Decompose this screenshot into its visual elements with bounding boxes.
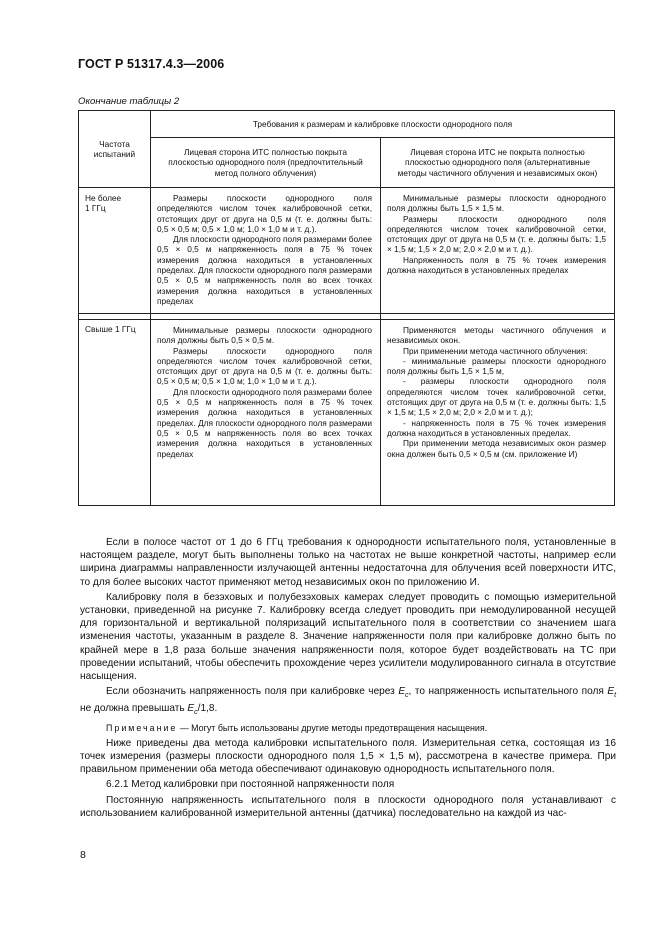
- uniform-field-requirements-table: [78, 110, 615, 506]
- note-text: — Могут быть использованы другие методы предотвращения насыщения.: [177, 722, 488, 733]
- paragraph-two-methods: Ниже приведены два метода калибровки испытательного поля. Измерительная сетка, состоящая из 16 точек измерения (размеры плоскости однородного поля 1,5 × 1,5 м), рассмотрена в качестве примера. При правильном применении оба метода обеспечивают одинаковую однородность испытательного поля.: [80, 737, 616, 776]
- row-full-coverage-cell: Размеры плоскости однородного поля определяются числом точек калибровочной сетки, отстоящих друг от друга на 0,5 м (т. е. должны быть: 0,5 × 0,5 м; 0,5 × 1,0 м; 1,0 × 1,0 м и т. д.). Для плоскости однородного поля размерами более 0,5 × 0,5 м напряженность поля в 75 % точек измерения должна находиться в установленных пределах. Для плоскости однородного поля размерами 0,5 × 0,5 м напряженность поля во всех точках измерения должна находиться в установленных пределах: [151, 188, 381, 314]
- col-header-group: Требования к размерам и калибровке плоскости однородного поля: [151, 111, 615, 138]
- table-row: [79, 320, 615, 506]
- body-text: [80, 536, 616, 822]
- col-header-full-coverage: Лицевая сторона ИТС полностью покрыта плоскостью однородного поля (предпочтительный метод полного облучения): [151, 138, 381, 188]
- col-header-frequency: Частота испытаний: [79, 111, 151, 188]
- paragraph-calibration-chambers: Калибровку поля в безэховых и полубезэховых камерах следует проводить с помощью измерительной установки, приведенной на рисунке 7. Калибровку всегда следует проводить при немодулированной несущей для горизонтальной и вертикальной поляризаций испытательного поля в соответствии со значением шага изменения частоты, указанным в разделе 8. Значение напряженности поля при калибровке должно быть по крайней мере в 1,8 раза больше значения напряженности поля, которое будет воздействовать на ТС при проведении испытаний, чтобы обеспечить прохождение через усилители модулированного сигнала в отсутствие насыщения.: [80, 591, 616, 683]
- row-partial-coverage-cell: Минимальные размеры плоскости однородного поля должны быть 1,5 × 1,5 м. Размеры плоскости однородного поля определяются числом точек калибровочной сетки, отстоящих друг от друга на 0,5 м (т. е. должны быть: 1,5 × 1,5 м; 1,5 × 2,0 м; 2,0 × 2,0 м и т. д.). Напряженность поля в 75 % точек измерения должна находиться в установленных пределах: [381, 188, 615, 314]
- paragraph-uniformity-limits: Если в полосе частот от 1 до 6 ГГц требования к однородности испытательного поля, установленные в настоящем разделе, могут быть выполнены только на частотах не выше конкретной частоты, например если ширина диаграммы направленности излучающей антенны недостаточна для облучения всей поверхности ИТС, то для более высоких частот применяют метод независимых окон по приложению И.: [80, 537, 616, 588]
- row-frequency: Свыше 1 ГГц: [79, 320, 151, 506]
- paragraph-field-strength: Если обозначить напряженность поля при калибровке через $E_c$, то напряженность испытательного поля $E_t$ не должна превышать $E_c/1,8$.: [80, 686, 617, 717]
- table-caption: Окончание таблицы 2: [78, 96, 180, 107]
- page-number: 8: [80, 849, 86, 861]
- document-id-header: ГОСТ Р 51317.4.3—2006: [78, 57, 225, 71]
- table-row: [79, 188, 615, 314]
- row-partial-coverage-cell: Применяются методы частичного облучения и независимых окон. При применении метода частичного облучения: - минимальные размеры плоскости однородного поля должны быть 1,5 × 1,5 м, - размеры плоскости однородного поля определяются числом точек калибровочной сетки, отстоящих друг от друга на 0,5 м (т. е. должны быть: 1,5 × 1,5 м; 1,5 × 2,0 м; 2,0 × 2,0 м и т. д.); - напряженность поля в 75 % точек измерения должна находиться в установленных пределах. При применении метода независимых окон размер окна должен быть 0,5 × 0,5 м (см. приложение И): [381, 320, 615, 506]
- row-full-coverage-cell: Минимальные размеры плоскости однородного поля должны быть 0,5 × 0,5 м. Размеры плоскости однородного поля определяются числом точек калибровочной сетки, отстоящих друг от друга на 0,5 м (т. е. должны быть: 0,5 × 0,5 м; 0,5 × 1,0 м; 1,0 × 1,0 м и т. д.). Для плоскости однородного поля размерами более 0,5 × 0,5 м напряженность поля в 75 % точек измерения должна находиться в установленных пределах. Для плоскости однородного поля размерами 0,5 × 0,5 м напряженность поля во всех точках измерения должна находиться в установленных пределах: [151, 320, 381, 506]
- note-label: Примечание: [106, 722, 178, 733]
- note: [80, 722, 616, 735]
- row-frequency: Не более 1 ГГц: [79, 188, 151, 314]
- paragraph-constant-field: Постоянную напряженность испытательного поля в плоскости однородного поля устанавливают с использованием калиброванной измерительной антенны (датчика) последовательно на каждой из час-: [80, 794, 616, 819]
- section-heading-6-2-1: 6.2.1 Метод калибровки при постоянной напряженности поля: [106, 779, 395, 791]
- col-header-partial-coverage: Лицевая сторона ИТС не покрыта полностью плоскостью однородного поля (альтернативные методы частичного облучения и независимых окон): [381, 138, 615, 188]
